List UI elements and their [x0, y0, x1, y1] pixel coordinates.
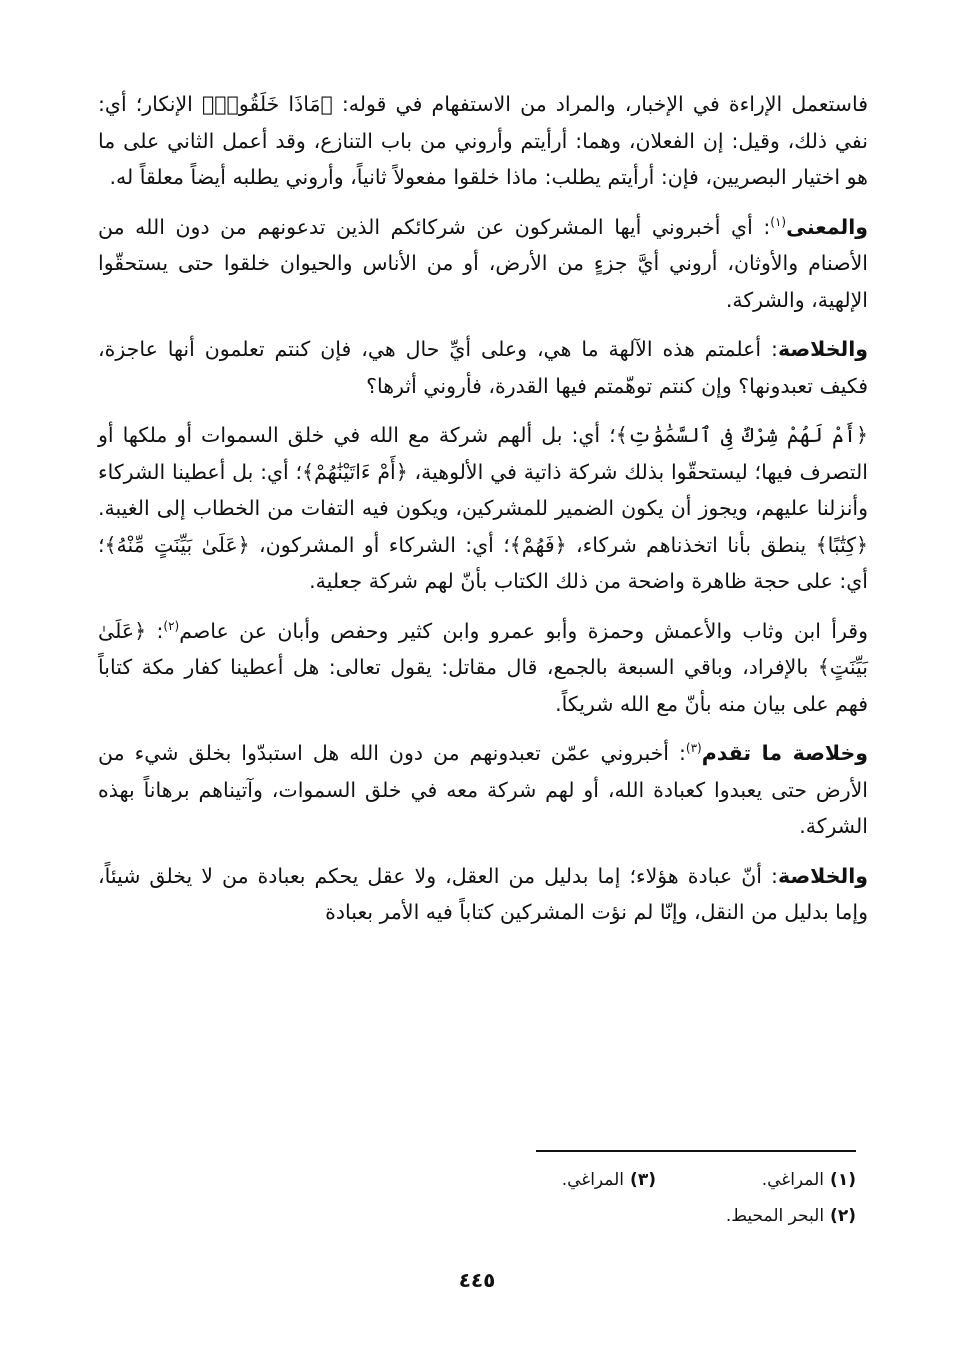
paragraph [98, 331, 868, 404]
paragraph [98, 86, 868, 196]
paragraph-lead-term: والمعنى [786, 214, 868, 239]
paragraph-lead-term: والخلاصة [777, 337, 868, 361]
paragraph-text: وقرأ ابن وثاب والأعمش وحمزة وأبو عمرو وابن كثير وحفص وأبان عن عاصم [179, 618, 868, 643]
quran-quote: ﴿مَاذَا خَلَقُوا۟﴾ [201, 92, 333, 116]
paragraph-text: : [146, 618, 164, 643]
footnote-text: البحر المحيط. [725, 1206, 825, 1226]
page-number: ٤٤٥ [458, 1268, 496, 1292]
footnote-reference: (٣) [685, 741, 702, 756]
footnote-row [456, 1162, 856, 1198]
paragraph-text: ؛ أي: على حجة ظاهرة واضحة من ذلك الكتاب بأنّ لهم شركة جعلية. [98, 532, 868, 593]
footnotes [456, 1162, 856, 1234]
footnote-1 [656, 1162, 856, 1198]
paragraph-text: بالإفراد، وباقي السبعة بالجمع، قال مقاتل: يقول تعالى: هل أعطينا كفار مكة كتاباً فهم على بيان منه بأنّ مع الله شريكاً. [98, 655, 868, 716]
footnote-row [456, 1198, 856, 1234]
paragraph-text: : أنّ عبادة هؤلاء؛ إما بدليل من العقل، ولا عقل يحكم بعبادة من لا يخلق شيئاً، وإما بدليل من النقل، وإنّا لم نؤت المشركين كتاباً فيه الأمر بعبادة [98, 863, 868, 924]
paragraph-text: الإنكار؛ أي: نفي ذلك، وقيل: إن الفعلان، وهما: أرأيتم وأروني من باب التنازع، وقد أعمل الثاني على ما هو اختيار البصريين، فإن: أرأيتم يطلب: ماذا خلقوا مفعولاً ثانياً، وأروني يطلبه أيضاً معلقاً له. [98, 92, 868, 189]
paragraph-text: : أعلمتم هذه الآلهة ما هي، وعلى أيِّ حال هي، فإن كنتم تعلمون أنها عاجزة، فكيف تعبدونها؟ وإن كنتم توهّمتم فيها القدرة، فأروني أثرها؟ [98, 337, 868, 398]
paragraph-text: فاستعمل الإراءة في الإخبار، والمراد من الاستفهام في قوله: [332, 92, 869, 116]
quran-quote: ﴿كِتَٰبًا﴾ [815, 532, 868, 557]
paragraph-text: : أخبروني عمّن تعبدونهم من دون الله هل استبدّوا بخلق شيء من الأرض حتى يعبدوا كعبادة الله، أو لهم شركة معه في خلق السموات، وآتيناهم برهاناً بهذه الشركة. [98, 741, 868, 838]
paragraph-lead-term: وخلاصة ما تقدم [701, 741, 868, 765]
quran-quote: ﴿عَلَىٰ بَيِّنَتٍ﴾ [98, 618, 868, 679]
paragraph [98, 613, 868, 723]
paragraph [98, 209, 868, 319]
footnote-2 [656, 1198, 856, 1234]
footnote-number: (١) [830, 1170, 856, 1190]
paragraph [98, 858, 868, 931]
paragraph [98, 417, 868, 600]
footnote-3 [456, 1162, 656, 1198]
paragraph-text: ؛ أي: بل ألهم شركة مع الله في خلق السموات أو ملكها أو التصرف فيها؛ ليستحقّوا بذلك شركة ذاتية في الألوهية، [98, 423, 868, 484]
paragraph [98, 735, 868, 845]
footnote-separator [536, 1150, 856, 1152]
quran-quote: ﴿أَمْ ءَاتَيْنَٰهُمْ﴾ [302, 459, 408, 484]
paragraph-lead-term: والخلاصة [777, 863, 868, 888]
paragraph-text: ؛ أي: الشركاء أو المشركون، [249, 532, 510, 557]
quran-quote: ﴿فَهُمْ﴾ [509, 532, 567, 557]
paragraph-text: ينطق بأنا اتخذناهم شركاء، [566, 532, 816, 557]
paragraph-text: : أي أخبروني أيها المشركون عن شركائكم الذين تدعونهم من دون الله من الأصنام والأوثان، أروني أيَّ جزءٍ من الأرض، أو من الأناس والحيوان خلقوا حتى يستحقّوا الإلهية، والشركة. [98, 214, 868, 312]
footnote-text: المراغي. [561, 1170, 625, 1190]
quran-quote: ﴿أَمْ لَهُمْ شِرْكٌ فِى ٱلسَّمَٰوَٰتِ﴾ [615, 423, 869, 447]
paragraph-text: ؛ أي: بل أعطينا الشركاء وأنزلنا عليهم، ويجوز أن يكون الضمير للمشركين، ويكون فيه التفات من الخطاب إلى الغيبة. [98, 459, 868, 520]
footnote-number: (٣) [630, 1170, 656, 1190]
footnote-reference: (١) [770, 214, 787, 229]
footnote-reference: (٢) [163, 618, 180, 633]
footnote-number: (٢) [830, 1206, 856, 1226]
quran-quote: ﴿عَلَىٰ بَيِّنَتٍ مِّنْهُ﴾ [104, 532, 250, 557]
footnote-text: المراغي. [761, 1170, 825, 1190]
main-text-body [98, 86, 868, 944]
